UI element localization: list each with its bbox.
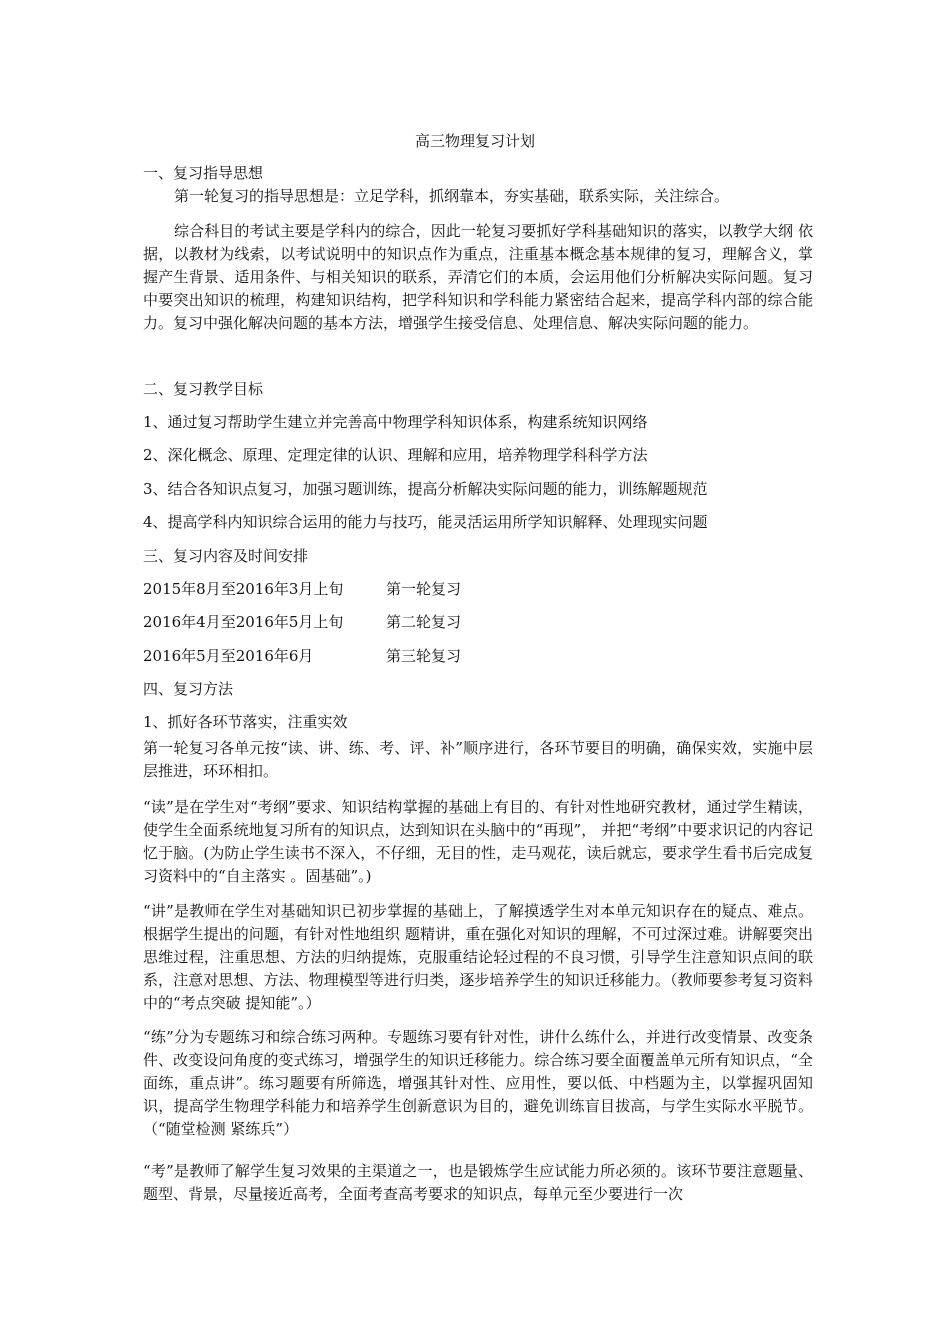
section-heading-guiding-thought: 一、复习指导思想 [143, 164, 264, 182]
goal-item-4: 4、提高学科内知识综合运用的能力与技巧，能灵活运用所学知识解释、处理现实问题 [143, 513, 708, 531]
goal-item-1: 1、通过复习帮助学生建立并完善高中物理学科知识体系，构建系统知识网络 [143, 413, 648, 431]
goal-item-2: 2、深化概念、原理、定理定律的认识、理解和应用，培养物理学科科学方法 [143, 446, 648, 464]
paragraph-lecture: “讲”是教师在学生对基础知识已初步掌握的基础上，了解摸透学生对本单元知识存在的疑点、难点。根据学生提出的问题，有针对性地组织 题精讲，重在强化对知识的理解，不可过深过难。讲解要突出思维过程，注重思想、方法的归纳提炼，克服重结论轻过程的不良习惯，引导学生注意知识点间的联系，注意对思想、方法、物理模型等进行归类，逐步培养学生的知识迁移能力。（教师要参考复习资料中的“考点突破 提知能”。） [143, 902, 813, 1012]
document-title: 高三物理复习计划 [414, 132, 535, 150]
schedule-row-1 [143, 578, 461, 599]
schedule-range: 2016年4月至2016年5月上旬 [143, 613, 344, 631]
section-heading-teaching-goals: 二、复习教学目标 [143, 380, 264, 398]
paragraph-practice: “练”分为专题练习和综合练习两种。专题练习要有针对性，讲什么练什么，并进行改变情景、改变条件、改变设问角度的变式练习，增强学生的知识迁移能力。综合练习要全面覆盖单元所有知识点，“全面练，重点讲”。练习题要有所筛选，增强其针对性、应用性，要以低、中档题为主，以掌握巩固知识，提高学生物理学科能力和培养学生创新意识为目的，避免训练盲目拔高，与学生实际水平脱节。（“随堂检测 紧练兵”） [143, 1028, 813, 1138]
goal-item-3: 3、结合各知识点复习，加强习题训练，提高分析解决实际问题的能力，训练解题规范 [143, 480, 708, 498]
method-subheading-1: 1、抓好各环节落实，注重实效 [143, 713, 348, 731]
schedule-row-2 [143, 611, 461, 632]
schedule-phase: 第二轮复习 [386, 613, 462, 631]
schedule-range: 2016年5月至2016年6月 [143, 647, 314, 665]
paragraph-guiding-thought: 第一轮复习的指导思想是：立足学科，抓纲靠本，夯实基础，联系实际，关注综合。 [174, 187, 730, 205]
paragraph-exam: “考”是教师了解学生复习效果的主渠道之一，也是锻炼学生应试能力所必须的。该环节要注意题量、题型、背景，尽量接近高考，全面考查高考要求的知识点，每单元至少要进行一次 [143, 1162, 813, 1203]
schedule-phase: 第三轮复习 [386, 647, 462, 665]
schedule-phase: 第一轮复习 [386, 580, 462, 598]
schedule-row-3 [143, 645, 461, 666]
schedule-range: 2015年8月至2016年3月上旬 [143, 580, 344, 598]
paragraph-comprehensive-exam: 综合科目的考试主要是学科内的综合，因此一轮复习要抓好学科基础知识的落实，以教学大纲 依据，以教材为线索，以考试说明中的知识点作为重点，注重基本概念基本规律的复习，理解含义，掌握产生背景、适用条件、与相关知识的联系，弄清它们的本质，会运用他们分析解决实际问题。复习中要突出知识的梳理，构建知识结构，把学科知识和学科能力紧密结合起来，提高学科内部的综合能力。复习中强化解决问题的基本方法，增强学生接受信息、处理信息、解决实际问题的能力。 [143, 222, 813, 332]
paragraph-review-order: 第一轮复习各单元按“读、讲、练、考、评、补”顺序进行，各环节要目的明确，确保实效，实施中层层推进，环环相扣。 [143, 739, 813, 780]
section-heading-schedule: 三、复习内容及时间安排 [143, 547, 309, 565]
section-heading-methods: 四、复习方法 [143, 680, 234, 698]
paragraph-read: “读”是在学生对“考纲”要求、知识结构掌握的基础上有目的、有针对性地研究教材，通过学生精读，使学生全面系统地复习所有的知识点，达到知识在头脑中的“再现”， 并把“考纲”中要求识记的内容记忆于脑。(为防止学生读书不深入，不仔细，无目的性，走马观花，读后就忘，要求学生看书后完成复习资料中的“自主落实 。固基础”。) [143, 798, 813, 885]
